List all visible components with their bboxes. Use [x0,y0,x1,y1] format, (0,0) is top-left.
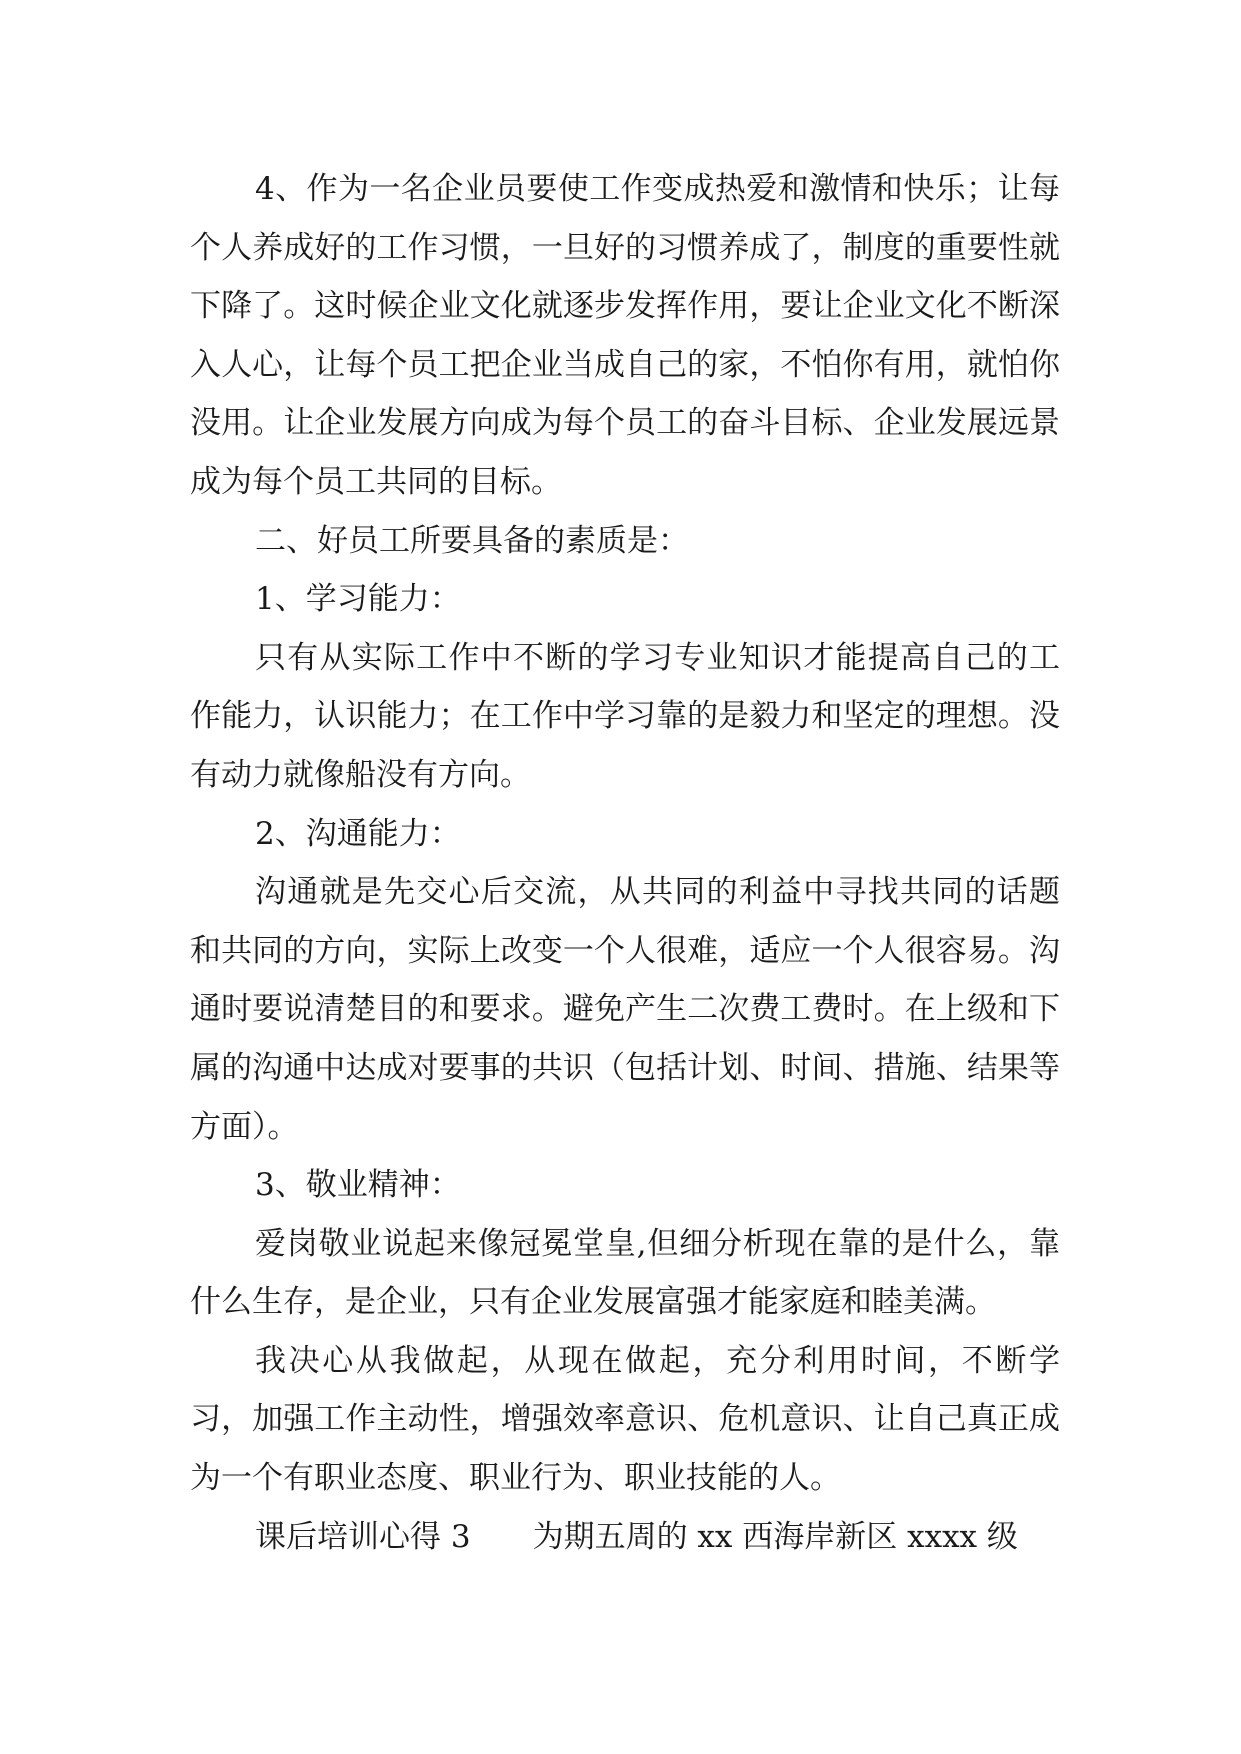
body-text [190,160,1060,1566]
paragraph-training-reflection-3: 课后培训心得 3 为期五周的 xx 西海岸新区 xxxx 级 [255,1518,1018,1555]
heading-employee-qualities: 二、好员工所要具备的素质是： [255,522,689,559]
paragraph-communication-ability: 沟通就是先交心后交流，从共同的利益中寻找共同的话题和共同的方向，实际上改变一个人很难，适应一个人很容易。沟通时要说清楚目的和要求。避免产生二次费工费时。在上级和下属的沟通中达成对要事的共识（包括计划、时间、措施、结果等方面）。 [190,874,1060,1145]
heading-communication-ability: 2、沟通能力： [255,815,461,852]
heading-learning-ability: 1、学习能力： [255,581,461,618]
paragraph-resolution: 我决心从我做起，从现在做起，充分利用时间，不断学习，加强工作主动性，增强效率意识、危机意识、让自己真正成为一个有职业态度、职业行为、职业技能的人。 [190,1342,1060,1497]
paragraph-professional-dedication: 爱岗敬业说起来像冠冕堂皇,但细分析现在靠的是什么，靠什么生存，是企业，只有企业发展富强才能家庭和睦美满。 [190,1225,1060,1321]
paragraph-learning-ability: 只有从实际工作中不断的学习专业知识才能提高自己的工作能力，认识能力；在工作中学习靠的是毅力和坚定的理想。没有动力就像船没有方向。 [190,639,1060,793]
heading-professional-dedication: 3、敬业精神： [255,1167,461,1204]
paragraph-enterprise-culture: 4、作为一名企业员要使工作变成热爱和激情和快乐；让每个人养成好的工作习惯，一旦好的习惯养成了，制度的重要性就下降了。这时候企业文化就逐步发挥作用，要让企业文化不断深入人心，让每个员工把企业当成自己的家，不怕你有用，就怕你没用。让企业发展方向成为每个员工的奋斗目标、企业发展远景成为每个员工共同的目标。 [190,171,1060,500]
